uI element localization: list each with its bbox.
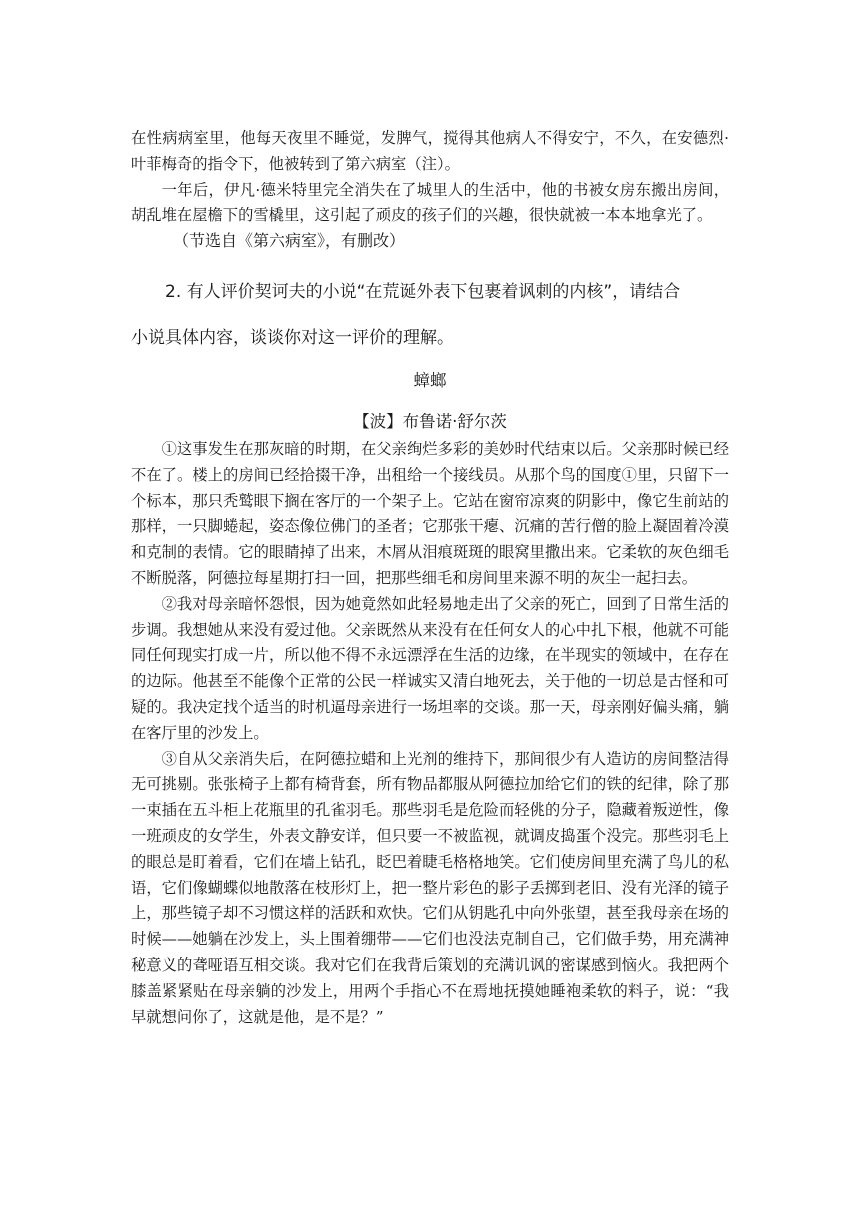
passage-paragraph: 在性病病室里，他每天夜里不睡觉，发脾气，搅得其他病人不得安宁，不久，在安德烈·叶菲梅奇的指令下，他被转到了第六病室（注）。 xyxy=(131,129,729,173)
story-paragraph: ③自从父亲消失后，在阿德拉蜡和上光剂的维持下，那间很少有人造访的房间整洁得无可挑剔。张张椅子上都有椅背套，所有物品都服从阿德拉加给它们的铁的纪律，除了那一束插在五斗柜上花瓶里的孔雀羽毛。那些羽毛是危险而轻佻的分子，隐藏着叛逆性，像一班顽皮的女学生，外表文静安详，但只要一不被监视，就调皮捣蛋个没完。那些羽毛上的眼总是盯着看，它们在墙上钻孔，眨巴着睫毛格格地笑。它们使房间里充满了鸟儿的私语，它们像蝴蝶似地散落在枝形灯上，把一整片彩色的影子丢掷到老旧、没有光泽的镜子上，那些镜子却不习惯这样的活跃和欢快。它们从钥匙孔中向外张望，甚至我母亲在场的时候——她躺在沙发上，头上围着绷带——它们也没法克制自己，它们做手势，用充满神秘意义的聋哑语互相交谈。我对它们在我背后策划的充满讥讽的密谋感到恼火。我把两个膝盖紧紧贴在母亲躺的沙发上，用两个手指心不在焉地抚摸她睡袍柔软的料子，说：“我早就想问你了，这就是他，是不是？” xyxy=(131,749,729,1026)
passage-excerpt xyxy=(131,126,729,229)
source-note: （节选自《第六病室》，有删改） xyxy=(173,231,406,250)
story-paragraph: ①这事发生在那灰暗的时期，在父亲绚烂多彩的美妙时代结束以后。父亲那时候已经不在了。楼上的房间已经拾掇干净，出租给一个接线员。从那个鸟的国度①里，只留下一个标本，那只秃鹫眼下搁在客厅的一个架子上。它站在窗帘凉爽的阴影中，像它生前站的那样，一只脚蜷起，姿态像位佛门的圣者；它那张干瘪、沉痛的苦行僧的脸上凝固着冷漠和克制的表情。它的眼睛掉了出来，木屑从泪痕斑斑的眼窝里撒出来。它柔软的灰色细毛不断脱落，阿德拉每星期打扫一回，把那些细毛和房间里来源不明的灰尘一起扫去。 xyxy=(131,440,729,587)
story-title: 蟑螂 xyxy=(413,371,447,390)
question-line: 小说具体内容，谈谈你对这一评价的理解。 xyxy=(131,328,454,348)
story-author: 【波】布鲁诺·舒尔茨 xyxy=(353,412,507,431)
question-2 xyxy=(131,269,731,361)
story-paragraph: ②我对母亲暗怀怨恨，因为她竟然如此轻易地走出了父亲的死亡，回到了日常生活的步调。我想她从来没有爱过他。父亲既然从来没有在任何女人的心中扎下根，他就不可能同任何现实打成一片，所以他不得不永远漂浮在生活的边缘，在半现实的领域中，在存在的边际。他甚至不能像个正常的公民一样诚实又清白地死去，关于他的一切总是古怪和可疑的。我决定找个适当的时机逼母亲进行一场坦率的交谈。那一天，母亲刚好偏头痛，躺在客厅里的沙发上。 xyxy=(131,594,729,742)
question-line: 2. 有人评价契诃夫的小说“在荒诞外表下包裹着讽刺的内核”，请结合 xyxy=(165,282,681,302)
passage-paragraph: 一年后，伊凡·德米特里完全消失在了城里人的生活中，他的书被女房东搬出房间，胡乱堆在屋檐下的雪橇里，这引起了顽皮的孩子们的兴趣，很快就被一本本地拿光了。 xyxy=(131,180,729,225)
story-body xyxy=(131,437,729,1030)
